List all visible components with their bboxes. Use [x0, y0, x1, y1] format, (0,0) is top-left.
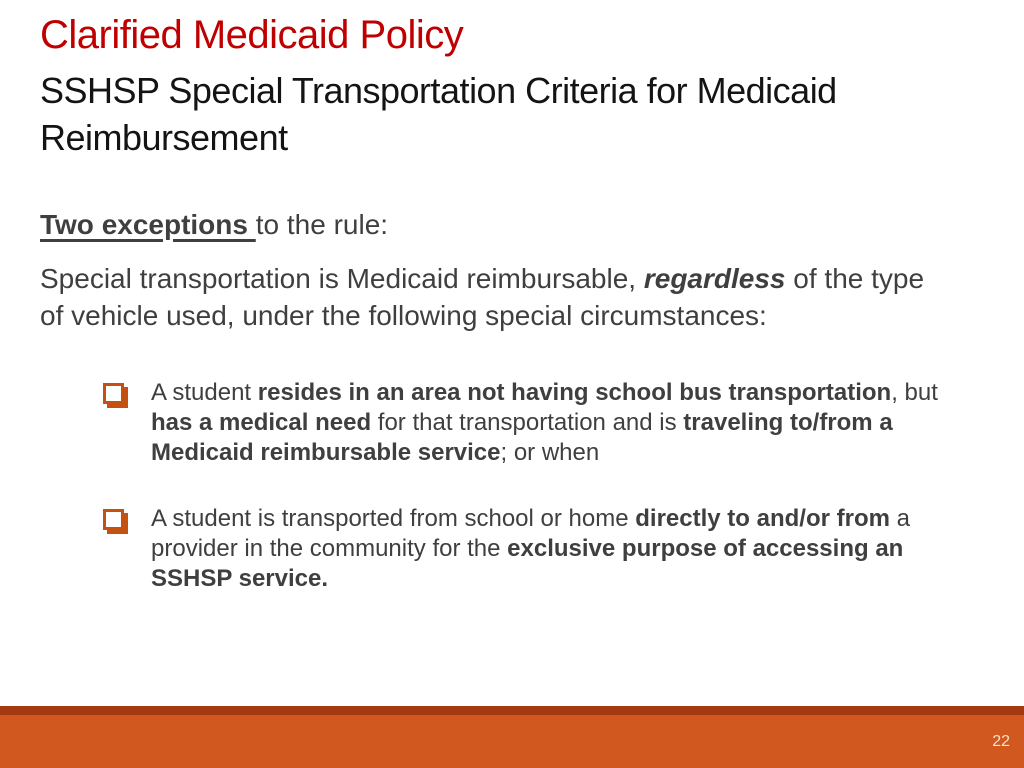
- text-run: Two exceptions: [40, 208, 256, 240]
- bullet-item: [103, 504, 984, 594]
- bullet-item: [103, 378, 984, 468]
- text-run: resides in an area not having school bus transportation: [257, 379, 892, 407]
- text-run: exclusive purpose of accessing an SSHSP service.: [151, 535, 904, 593]
- text-run: ; or when: [500, 439, 600, 467]
- text-run: to the rule:: [255, 208, 389, 240]
- footer-accent-strip: [0, 706, 1024, 715]
- text-run: Special transportation is Medicaid reimbursable,: [40, 263, 644, 295]
- text-run: for that transportation and is: [371, 409, 684, 437]
- text-run: directly to and/or from: [635, 505, 890, 533]
- slide-title: Clarified Medicaid Policy: [40, 13, 464, 57]
- checkbox-square-icon: [103, 383, 124, 404]
- bullet-list: [40, 378, 984, 594]
- text-run: of the type of vehicle used, under the following special circumstances:: [40, 263, 925, 331]
- text-run: a provider in the community for the: [151, 505, 910, 563]
- body-paragraph: [40, 261, 950, 334]
- checkbox-square-icon: [103, 509, 124, 530]
- slide-footer: [0, 706, 1024, 768]
- text-run: , but: [891, 379, 938, 407]
- bullet-text: [151, 378, 951, 468]
- slide-subtitle: SSHSP Special Transportation Criteria for Medicaid Reimbursement: [40, 70, 837, 158]
- text-run: traveling to/from a Medicaid reimbursable service: [151, 409, 893, 467]
- text-run: regardless: [643, 263, 786, 295]
- text-run: has a medical need: [151, 409, 372, 437]
- bullet-text: [151, 504, 951, 594]
- exceptions-heading: [40, 206, 984, 244]
- text-run: A student is transported from school or home: [151, 505, 636, 533]
- text-run: A student: [151, 379, 258, 407]
- footer-bar: [0, 715, 1024, 768]
- page-number: 22: [992, 732, 1010, 750]
